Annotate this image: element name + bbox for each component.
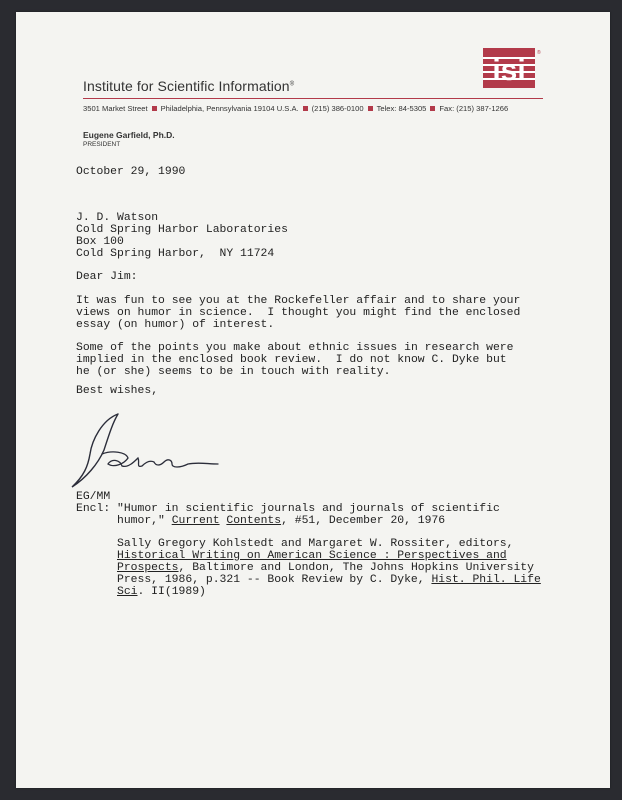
encl-line: Sci. II(1989) — [117, 586, 206, 598]
institute-name: Institute for Scientific Information® — [83, 78, 295, 94]
body-line: It was fun to see you at the Rockefeller affair and to share your — [76, 295, 521, 307]
encl-line: humor," Current Contents, #51, December 20, 1976 — [117, 515, 446, 527]
svg-text:®: ® — [537, 50, 541, 56]
encl-line: Sally Gregory Kohlstedt and Margaret W. Rossiter, editors, — [117, 538, 514, 550]
encl-line: Press, 1986, p.321 -- Book Review by C. Dyke, Hist. Phil. Life — [117, 574, 541, 586]
closing: Best wishes, — [76, 385, 159, 397]
initials: EG/MM — [76, 491, 111, 503]
letterhead-rule — [83, 98, 543, 99]
body-line: he (or she) seems to be in touch with reality. — [76, 366, 391, 378]
svg-text:isi: isi — [492, 54, 526, 87]
recipient-line: Cold Spring Harbor, NY 11724 — [76, 248, 275, 260]
body-line: Some of the points you make about ethnic issues in research were — [76, 342, 514, 354]
recipient-line: Cold Spring Harbor Laboratories — [76, 224, 288, 236]
address-line: 3501 Market Street Philadelphia, Pennsylvania 19104 U.S.A. (215) 386-0100 Telex: 84-5305 Fax: (215) 387-1266 — [83, 104, 509, 113]
encl-line: Historical Writing on American Science : Perspectives and — [117, 550, 507, 562]
author-title: PRESIDENT — [83, 141, 121, 148]
encl-line: "Humor in scientific journals and journals of scientific — [117, 503, 500, 515]
body-line: implied in the enclosed book review. I do not know C. Dyke but — [76, 354, 507, 366]
letter-date: October 29, 1990 — [76, 166, 186, 178]
body-line: essay (on humor) of interest. — [76, 319, 275, 331]
author-name: Eugene Garfield, Ph.D. — [83, 130, 175, 140]
recipient-line: Box 100 — [76, 236, 124, 248]
handwritten-signature — [68, 402, 218, 497]
letter-page — [16, 12, 610, 788]
encl-label: Encl: — [76, 503, 111, 515]
recipient-line: J. D. Watson — [76, 212, 159, 224]
body-line: views on humor in science. I thought you might find the enclosed — [76, 307, 521, 319]
salutation: Dear Jim: — [76, 271, 138, 283]
isi-logo — [483, 48, 539, 88]
encl-line: Prospects, Baltimore and London, The Johns Hopkins University — [117, 562, 534, 574]
